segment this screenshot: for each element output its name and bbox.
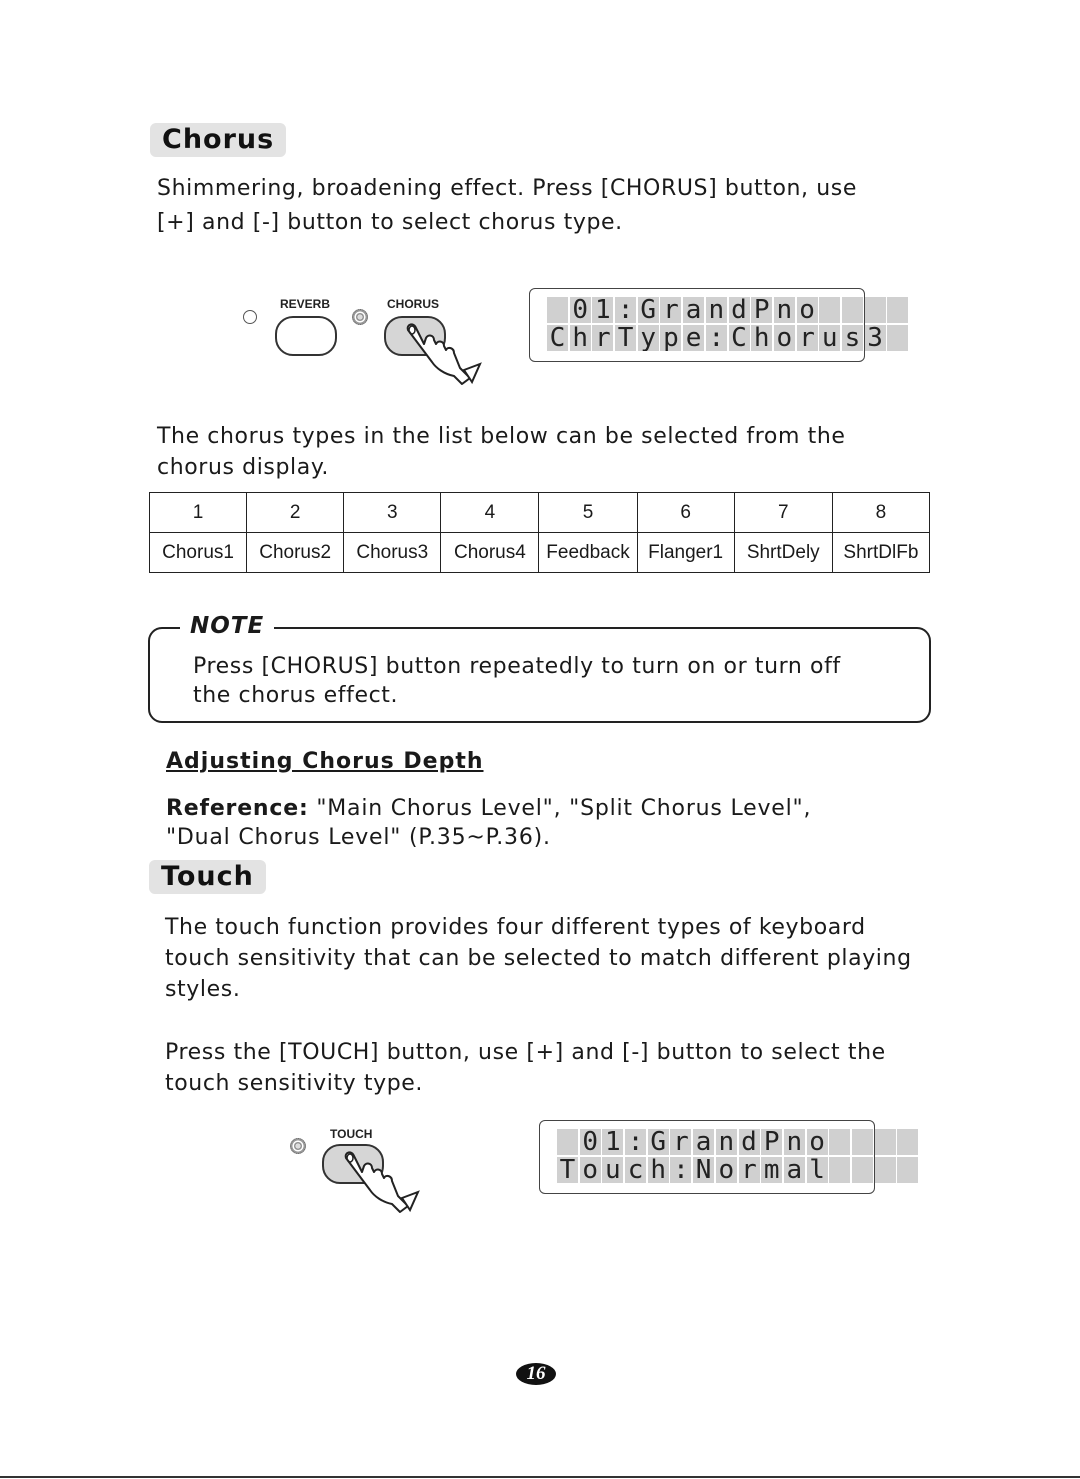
chorus-lcd-display bbox=[529, 288, 883, 362]
lcd-char: o bbox=[797, 297, 818, 323]
lcd-char bbox=[852, 1129, 873, 1155]
lcd-line-2 bbox=[557, 1157, 920, 1183]
touch-description-line: The touch function provides four different types of keyboard bbox=[165, 915, 866, 940]
lcd-char: o bbox=[807, 1129, 828, 1155]
lcd-char: a bbox=[683, 297, 704, 323]
touch-lcd-display bbox=[539, 1120, 875, 1194]
lcd-char: r bbox=[592, 325, 613, 351]
lcd-char bbox=[829, 1129, 850, 1155]
note-text bbox=[193, 652, 841, 710]
reference-line: "Dual Chorus Level" (P.35~P.36). bbox=[166, 825, 551, 850]
touch-instruction-line: touch sensitivity type. bbox=[165, 1071, 424, 1096]
lcd-char: r bbox=[660, 297, 681, 323]
lcd-char bbox=[897, 1157, 918, 1183]
touch-description-line: styles. bbox=[165, 977, 241, 1002]
lcd-char: l bbox=[807, 1157, 828, 1183]
reverb-label: REVERB bbox=[280, 297, 331, 311]
lcd-char: n bbox=[706, 297, 727, 323]
lcd-char bbox=[875, 1129, 896, 1155]
lcd-char: c bbox=[625, 1157, 646, 1183]
table-cell: 3 bbox=[344, 493, 441, 533]
lcd-char: C bbox=[547, 325, 568, 351]
table-cell: 1 bbox=[150, 493, 247, 533]
chorus-types-table bbox=[149, 492, 930, 573]
lcd-char: e bbox=[683, 325, 704, 351]
table-cell: Chorus2 bbox=[247, 533, 344, 573]
lcd-char: d bbox=[739, 1129, 760, 1155]
reference-text: "Main Chorus Level", "Split Chorus Level", bbox=[308, 796, 812, 821]
table-cell: 5 bbox=[539, 493, 637, 533]
lcd-char: o bbox=[580, 1157, 601, 1183]
table-cell: Chorus1 bbox=[150, 533, 247, 573]
lcd-char: 1 bbox=[602, 1129, 623, 1155]
lcd-char: r bbox=[670, 1129, 691, 1155]
list-intro-line: chorus display. bbox=[157, 455, 329, 480]
lcd-char: : bbox=[670, 1157, 691, 1183]
lcd-char: 3 bbox=[865, 325, 886, 351]
table-row-names bbox=[150, 533, 930, 573]
reference-line bbox=[166, 794, 811, 823]
lcd-char bbox=[887, 325, 908, 351]
lcd-char: T bbox=[557, 1157, 578, 1183]
table-cell: Feedback bbox=[539, 533, 637, 573]
touch-description-line: touch sensitivity that can be selected to match different playing bbox=[165, 946, 912, 971]
lcd-line-1 bbox=[557, 1129, 920, 1155]
lcd-char: d bbox=[729, 297, 750, 323]
reverb-led bbox=[243, 310, 257, 324]
lcd-char: C bbox=[729, 325, 750, 351]
lcd-char: 0 bbox=[580, 1129, 601, 1155]
table-cell: 6 bbox=[637, 493, 734, 533]
lcd-char: h bbox=[751, 325, 772, 351]
chorus-list-intro bbox=[157, 421, 846, 483]
table-cell: ShrtDlFb bbox=[832, 533, 929, 573]
bottom-rule bbox=[0, 1476, 1080, 1478]
lcd-char: u bbox=[819, 325, 840, 351]
pressing-hand-icon bbox=[338, 1146, 428, 1216]
lcd-char: n bbox=[716, 1129, 737, 1155]
lcd-char: N bbox=[693, 1157, 714, 1183]
lcd-char: o bbox=[774, 325, 795, 351]
lcd-char: 1 bbox=[592, 297, 613, 323]
lcd-char: m bbox=[761, 1157, 782, 1183]
lcd-line-1 bbox=[547, 297, 910, 323]
chorus-depth-reference bbox=[166, 794, 811, 852]
lcd-char: s bbox=[842, 325, 863, 351]
touch-heading: Touch bbox=[149, 860, 266, 894]
chorus-intro-line: [+] and [-] button to select chorus type. bbox=[157, 210, 623, 235]
table-cell: ShrtDely bbox=[734, 533, 832, 573]
table-row-numbers bbox=[150, 493, 930, 533]
pressing-hand-icon bbox=[400, 318, 490, 388]
lcd-char: y bbox=[638, 325, 659, 351]
chorus-intro bbox=[157, 172, 857, 240]
page-number: 16 bbox=[516, 1363, 556, 1385]
lcd-char: u bbox=[602, 1157, 623, 1183]
lcd-char bbox=[897, 1129, 918, 1155]
lcd-char: T bbox=[615, 325, 636, 351]
lcd-char bbox=[842, 297, 863, 323]
lcd-char bbox=[887, 297, 908, 323]
touch-instruction-line: Press the [TOUCH] button, use [+] and [-] button to select the bbox=[165, 1040, 886, 1065]
lcd-char: : bbox=[625, 1129, 646, 1155]
table-cell: Chorus3 bbox=[344, 533, 441, 573]
lcd-char: n bbox=[774, 297, 795, 323]
lcd-char: h bbox=[570, 325, 591, 351]
table-cell: 4 bbox=[441, 493, 539, 533]
lcd-char: G bbox=[648, 1129, 669, 1155]
reverb-button[interactable] bbox=[275, 316, 337, 356]
lcd-char: n bbox=[784, 1129, 805, 1155]
table-cell: Flanger1 bbox=[637, 533, 734, 573]
lcd-char: a bbox=[693, 1129, 714, 1155]
lcd-char bbox=[865, 297, 886, 323]
note-line: the chorus effect. bbox=[193, 683, 399, 708]
lcd-char bbox=[852, 1157, 873, 1183]
lcd-char: r bbox=[797, 325, 818, 351]
lcd-char: P bbox=[761, 1129, 782, 1155]
lcd-char bbox=[547, 297, 568, 323]
lcd-char: 0 bbox=[570, 297, 591, 323]
lcd-char bbox=[829, 1157, 850, 1183]
lcd-char: G bbox=[638, 297, 659, 323]
chorus-heading: Chorus bbox=[150, 123, 286, 157]
chorus-led bbox=[352, 309, 368, 325]
lcd-char: p bbox=[660, 325, 681, 351]
lcd-char bbox=[557, 1129, 578, 1155]
touch-description bbox=[165, 912, 912, 1005]
lcd-char: a bbox=[784, 1157, 805, 1183]
table-cell: 8 bbox=[832, 493, 929, 533]
table-cell: 7 bbox=[734, 493, 832, 533]
lcd-char: r bbox=[739, 1157, 760, 1183]
touch-label: TOUCH bbox=[330, 1127, 373, 1141]
chorus-label: CHORUS bbox=[387, 297, 440, 311]
lcd-char: : bbox=[706, 325, 727, 351]
touch-led bbox=[290, 1138, 306, 1154]
reference-label: Reference: bbox=[166, 796, 309, 821]
chorus-intro-line: Shimmering, broadening effect. Press [CHORUS] button, use bbox=[157, 176, 857, 201]
list-intro-line: The chorus types in the list below can be selected from the bbox=[157, 424, 846, 449]
lcd-char bbox=[875, 1157, 896, 1183]
lcd-char: P bbox=[751, 297, 772, 323]
note-title: NOTE bbox=[180, 613, 274, 639]
lcd-char: : bbox=[615, 297, 636, 323]
table-cell: 2 bbox=[247, 493, 344, 533]
chorus-depth-heading: Adjusting Chorus Depth bbox=[166, 749, 484, 774]
touch-instructions bbox=[165, 1037, 886, 1099]
lcd-char bbox=[819, 297, 840, 323]
lcd-char: h bbox=[648, 1157, 669, 1183]
note-line: Press [CHORUS] button repeatedly to turn on or turn off bbox=[193, 654, 841, 679]
lcd-char: o bbox=[716, 1157, 737, 1183]
table-cell: Chorus4 bbox=[441, 533, 539, 573]
lcd-line-2 bbox=[547, 325, 910, 351]
